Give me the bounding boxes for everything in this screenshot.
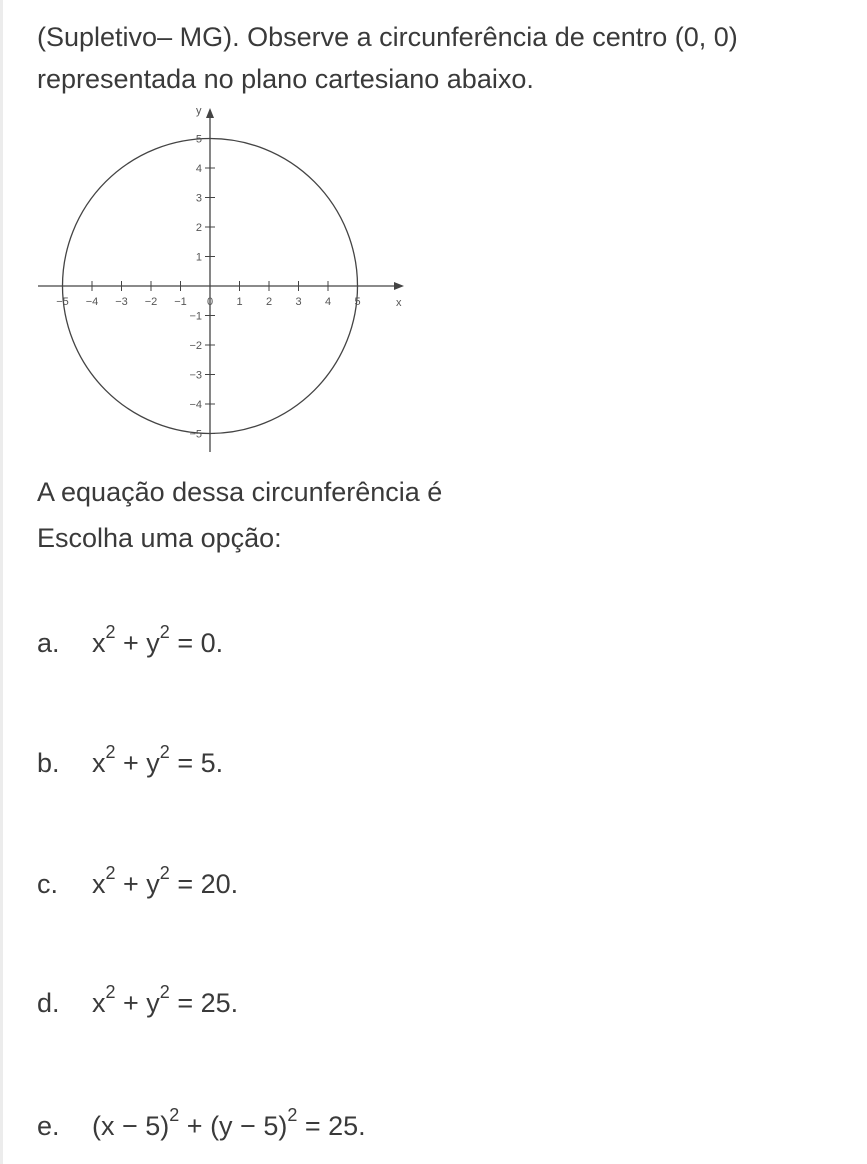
equation-exponent: 2 (159, 863, 170, 883)
equation-term: x (92, 869, 106, 899)
y-tick-label: −2 (189, 340, 202, 352)
x-axis-arrow (394, 282, 404, 290)
y-tick-label: −5 (189, 428, 202, 441)
equation-term: x (92, 748, 106, 778)
x-tick-label: −4 (85, 296, 99, 308)
equation-term: = 20. (169, 869, 239, 899)
y-tick-label: −4 (189, 399, 202, 411)
option-a[interactable] (37, 622, 224, 661)
equation-exponent: 2 (159, 982, 170, 1002)
x-axis-label: x (396, 297, 402, 309)
y-tick-label: −3 (189, 369, 202, 382)
option-letter: a. (37, 628, 60, 658)
equation-exponent: 2 (287, 1105, 298, 1125)
equation-term: (x − 5) (92, 1111, 170, 1141)
x-tick-label: 4 (324, 296, 332, 308)
option-d[interactable] (37, 982, 239, 1021)
option-equation (92, 742, 224, 781)
y-tick-label: 2 (195, 222, 202, 234)
option-equation (92, 622, 224, 661)
x-tick-label: 1 (236, 296, 243, 308)
ticks (56, 134, 360, 441)
axes (38, 105, 404, 452)
x-tick-label: −2 (144, 296, 158, 308)
equation-term: + y (115, 988, 160, 1018)
x-tick-label: 2 (265, 296, 273, 308)
y-tick-label: 4 (195, 163, 202, 175)
question-prompt: A equação dessa circunferência é (37, 477, 443, 507)
question-line-2: representada no plano cartesiano abaixo. (37, 64, 534, 94)
x-tick-label: −3 (115, 296, 128, 308)
circle-figure (32, 100, 412, 460)
option-equation (92, 982, 239, 1021)
x-tick-label: −1 (174, 296, 187, 308)
equation-exponent: 2 (105, 982, 116, 1002)
y-axis-arrow (206, 108, 214, 118)
choose-label: Escolha uma opção: (37, 523, 282, 553)
equation-exponent: 2 (159, 622, 170, 642)
y-tick-label: 1 (195, 251, 202, 264)
equation-term: + y (115, 869, 160, 899)
y-tick-label: 3 (195, 192, 202, 205)
option-letter: b. (37, 748, 60, 778)
option-letter: e. (37, 1111, 60, 1141)
equation-exponent: 2 (105, 622, 116, 642)
option-c[interactable] (37, 863, 239, 902)
option-equation (92, 863, 239, 902)
equation-term: + y (115, 628, 160, 658)
x-tick-label: −5 (56, 296, 69, 308)
equation-term: x (92, 988, 106, 1018)
equation-term: + y (115, 748, 160, 778)
equation-exponent: 2 (159, 742, 170, 762)
equation-term: = 0. (169, 628, 224, 658)
equation-term: = 25. (169, 988, 239, 1018)
y-tick-label: 5 (195, 133, 202, 146)
left-border (0, 0, 3, 1164)
y-tick-label: −1 (189, 310, 202, 323)
x-tick-label: 0 (206, 296, 214, 308)
option-letter: d. (37, 988, 60, 1018)
x-tick-label: 5 (354, 296, 361, 308)
equation-exponent: 2 (169, 1105, 180, 1125)
option-equation (92, 1105, 366, 1144)
option-e[interactable] (37, 1105, 366, 1144)
equation-exponent: 2 (105, 863, 116, 883)
x-tick-label: 3 (295, 296, 302, 308)
equation-exponent: 2 (105, 742, 116, 762)
question-text (37, 16, 837, 100)
equation-term: + (y − 5) (179, 1111, 288, 1141)
y-axis-label: y (196, 105, 202, 117)
equation-term: x (92, 628, 106, 658)
option-b[interactable] (37, 742, 224, 781)
equation-term: = 25. (297, 1111, 366, 1141)
option-letter: c. (37, 869, 59, 899)
equation-term: = 5. (169, 748, 224, 778)
question-line-1: (Supletivo– MG). Observe a circunferência de centro (0, 0) (37, 22, 738, 52)
